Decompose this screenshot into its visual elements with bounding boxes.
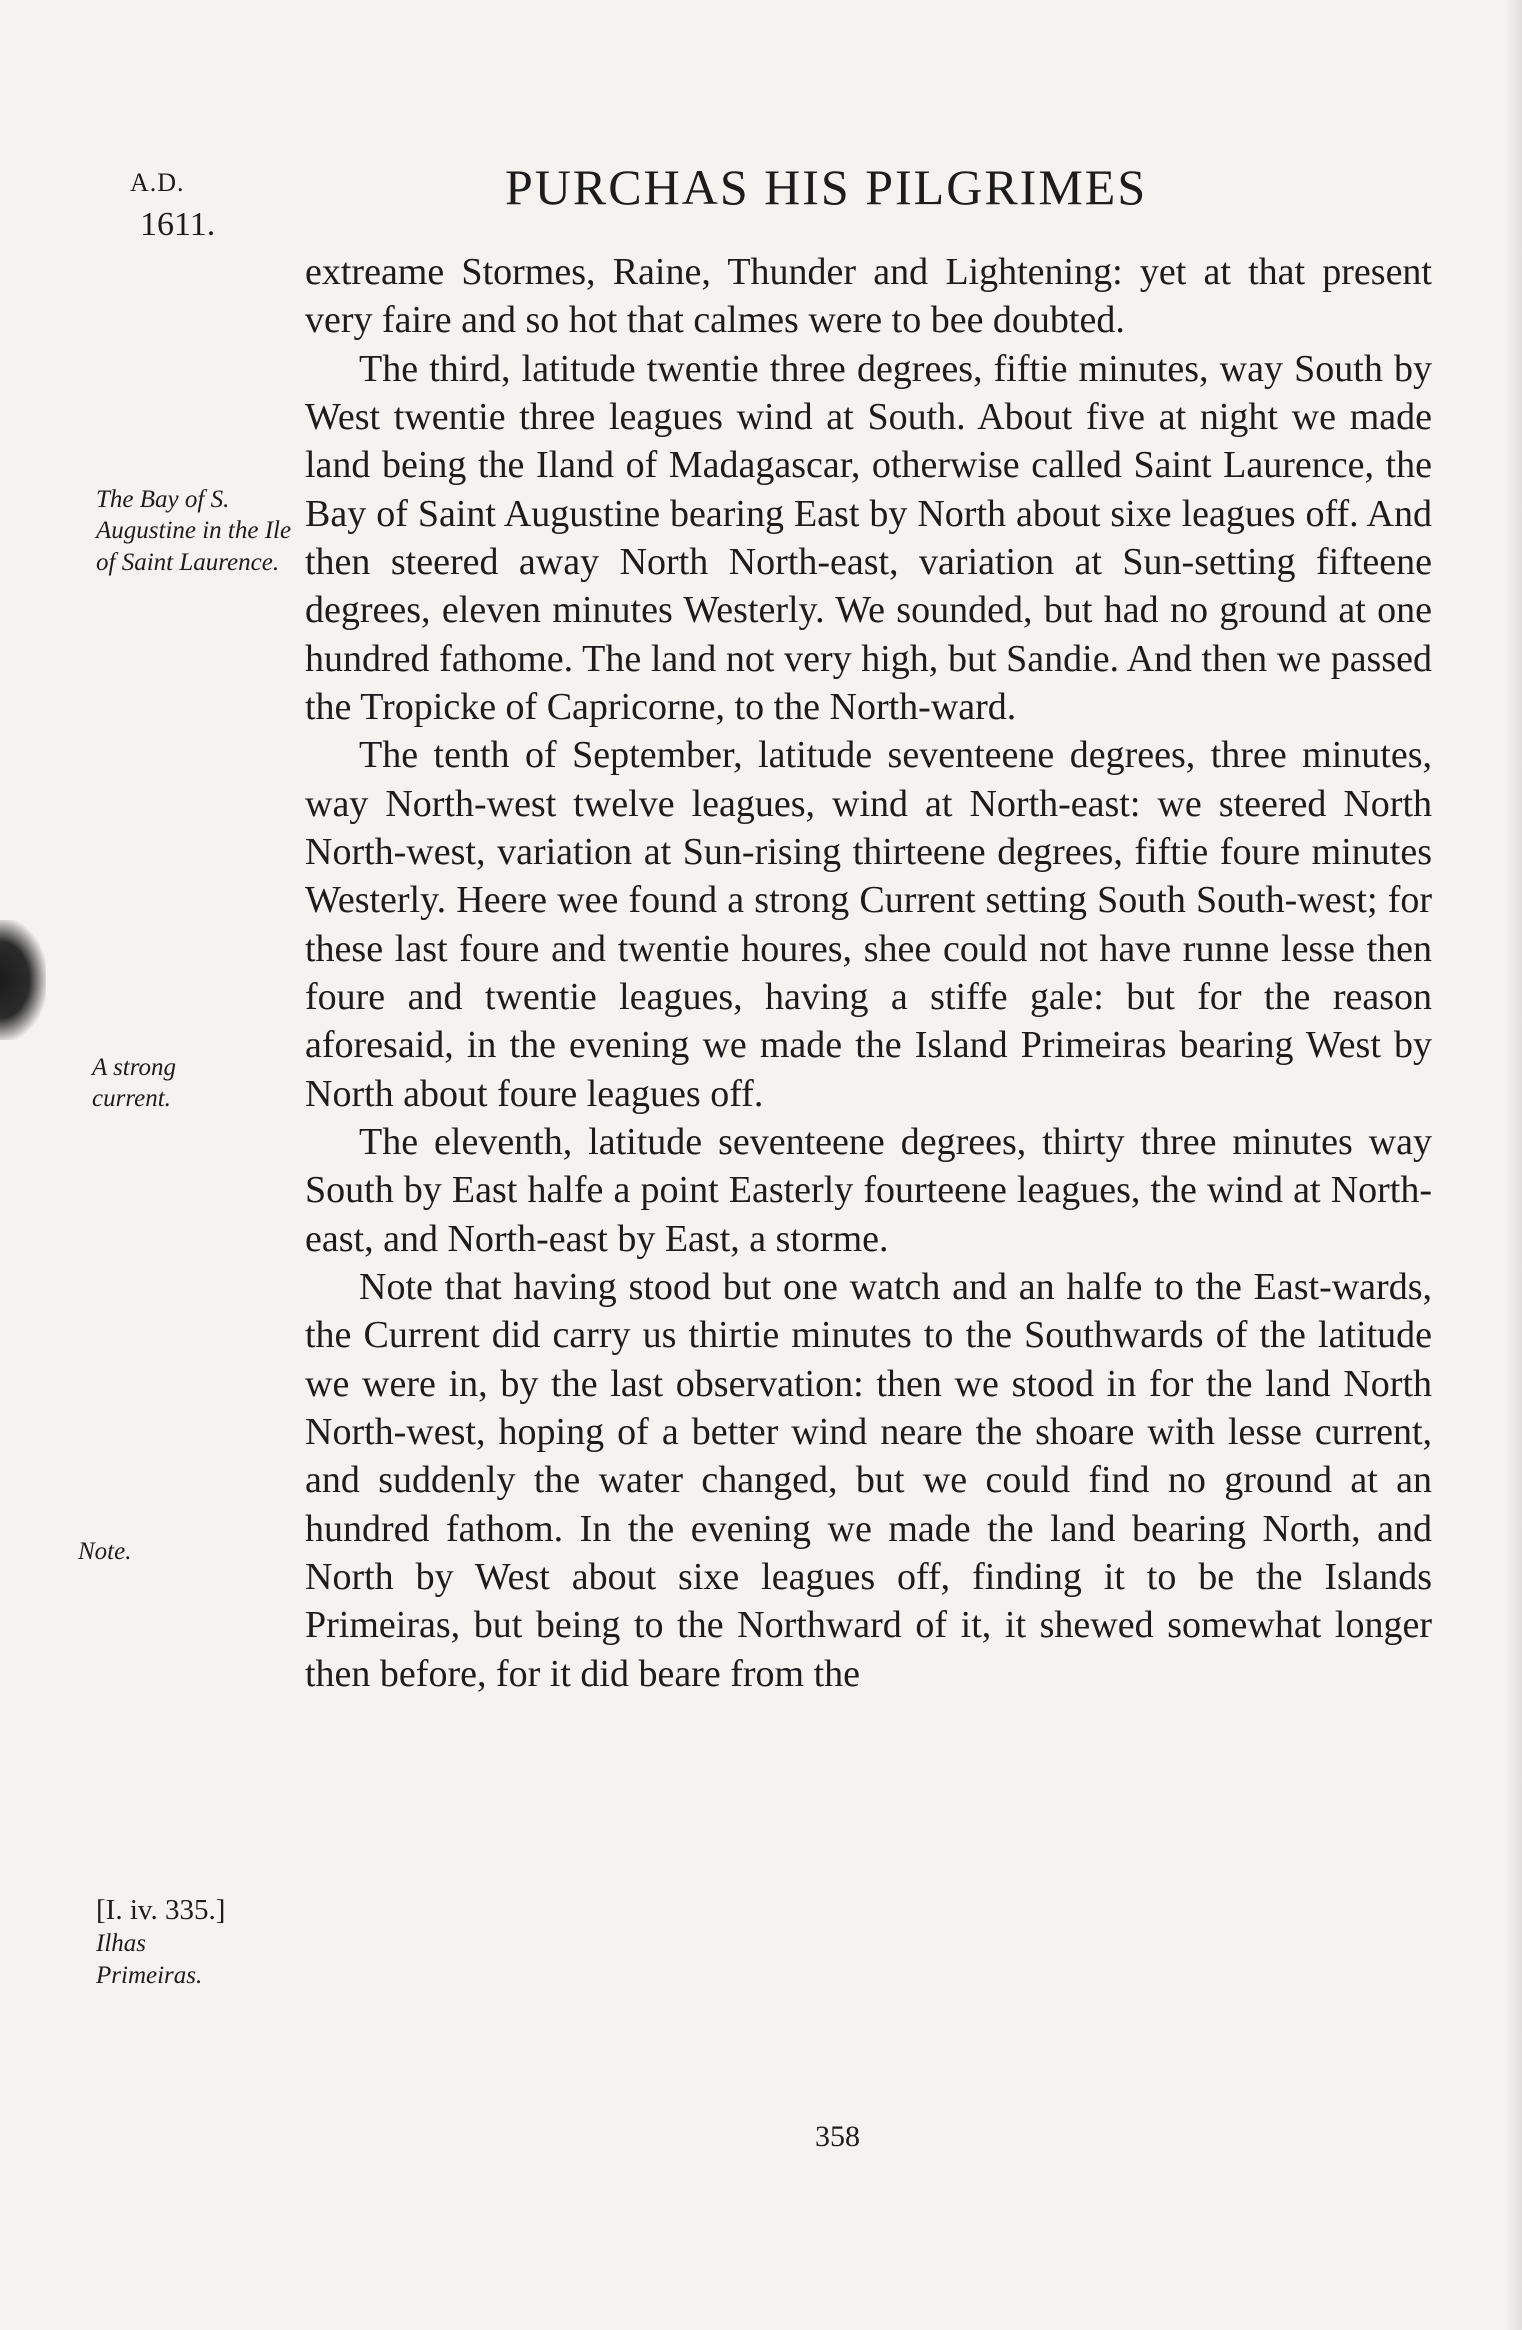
paragraph: The eleventh, latitude seventeene degrees, thirty three minutes way South by East halfe a point Easterly fourteene leagues, the wind at North-east, and North-east by East, a storme. xyxy=(305,1120,1432,1260)
scan-edge-shadow xyxy=(0,920,46,1040)
paragraph: extreame Stormes, Raine, Thunder and Lightening: yet at that present very faire and so hot that calmes were to bee doubted. xyxy=(305,251,1432,342)
running-head-year: 1611. xyxy=(140,206,216,243)
paragraph: The tenth of September, latitude seventeene degrees, three minutes, way North-west twelve leagues, wind at North-east: we steered North North-west, variation at Sun-rising thirteene degrees, fiftie foure minutes Westerly. Heere wee found a strong Current setting South South-west; for these last foure and twentie houres, shee could not have runne lesse then foure and twentie leagues, having a stiffe gale: but for the reason aforesaid, in the evening we made the Island Primeiras bearing West by North about foure leagues off. xyxy=(305,734,1432,1115)
margin-note-folio xyxy=(96,1892,225,1991)
margin-note-current: A strong current. xyxy=(92,1054,177,1113)
page-number: 358 xyxy=(815,2120,860,2153)
running-head-ad: A.D. xyxy=(130,168,185,197)
margin-note-ilhas: Ilhas Primeiras. xyxy=(96,1930,203,1989)
paragraph: Note that having stood but one watch and an halfe to the East-wards, the Current did carry us thirtie minutes to the Southwards of the latitude we were in, by the last observation: then we stood in for the land North North-west, hoping of a better wind neare the shoare with lesse current, and suddenly the water changed, but we could find no ground at an hundred fathom. In the evening we made the land bearing North, and North by West about sixe leagues off, finding it to be the Islands Primeiras, but being to the Northward of it, it shewed somewhat longer then before, for it did beare from the xyxy=(305,1265,1432,1695)
folio-reference: [I. iv. 335.] xyxy=(96,1894,226,1926)
margin-note-bay: The Bay of S. Augustine in the Ile of Saint Laurence. xyxy=(96,486,292,576)
paragraph: The third, latitude twentie three degrees, fiftie minutes, way South by West twentie three leagues wind at South. About five at night we made land being the Iland of Madagascar, otherwise called Saint Laurence, the Bay of Saint Augustine bearing East by North about sixe leagues off. And then steered away North North-east, variation at Sun-setting fifteene degrees, eleven minutes Westerly. We sounded, but had no ground at one hundred fathome. The land not very high, but Sandie. And then we passed the Tropicke of Capricorne, to the North-ward. xyxy=(305,347,1432,728)
margin-note-note: Note. xyxy=(78,1538,132,1565)
body-text xyxy=(305,248,1432,1698)
running-head-title: PURCHAS HIS PILGRIMES xyxy=(505,159,1148,215)
scan-right-edge xyxy=(1504,0,1522,2330)
